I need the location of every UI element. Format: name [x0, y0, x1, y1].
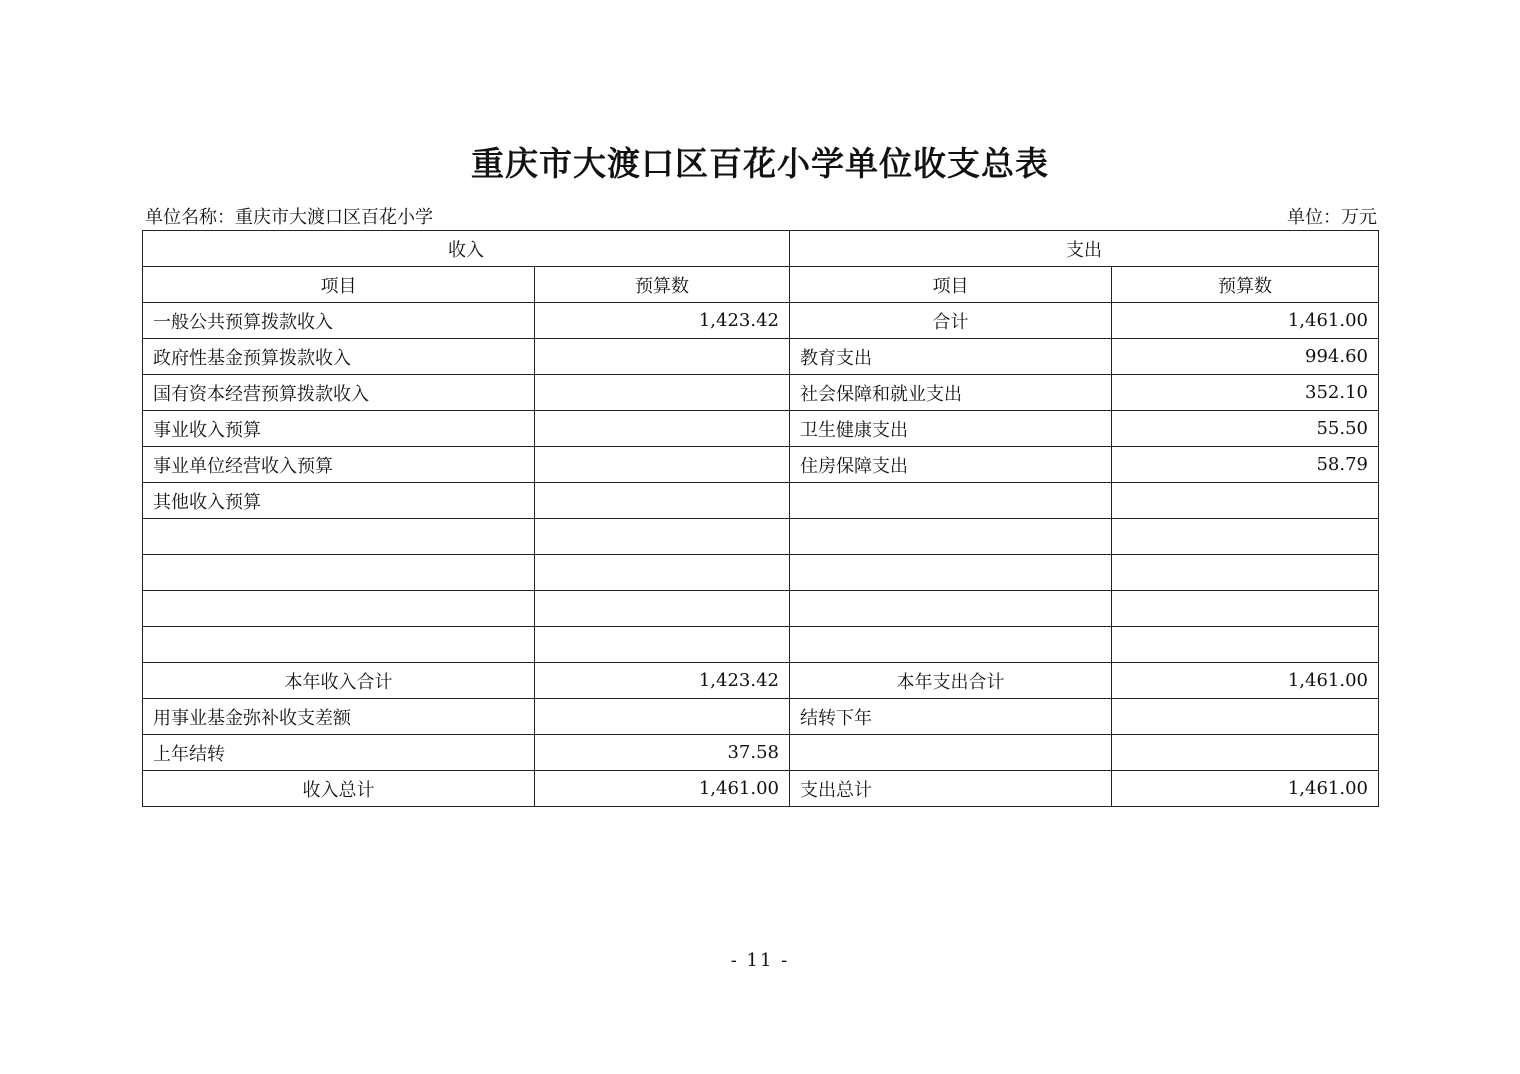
expense-item-cell: 卫生健康支出: [790, 411, 1112, 447]
page-number: - 11 -: [730, 950, 790, 971]
expense-item-cell: [790, 627, 1112, 663]
expense-item-cell: [790, 483, 1112, 519]
expense-value-cell: 58.79: [1112, 447, 1379, 483]
table-row: [143, 483, 1379, 519]
income-item-cell: 其他收入预算: [143, 483, 535, 519]
expense-item-cell: 合计: [790, 303, 1112, 339]
expense-item-cell: 社会保障和就业支出: [790, 375, 1112, 411]
expense-item-header: 项目: [790, 267, 1112, 303]
expense-value-cell: [1112, 627, 1379, 663]
income-item-cell: 一般公共预算拨款收入: [143, 303, 535, 339]
expense-value-cell: 55.50: [1112, 411, 1379, 447]
income-item-header: 项目: [143, 267, 535, 303]
table-row: [143, 375, 1379, 411]
income-item-cell: 用事业基金弥补收支差额: [143, 699, 535, 735]
income-item-cell: 事业单位经营收入预算: [143, 447, 535, 483]
income-value-cell: 1,423.42: [535, 303, 790, 339]
income-item-cell: [143, 627, 535, 663]
table-row: [143, 735, 1379, 771]
expense-item-cell: 住房保障支出: [790, 447, 1112, 483]
expense-value-cell: 1,461.00: [1112, 663, 1379, 699]
expense-value-cell: [1112, 519, 1379, 555]
expense-value-cell: 352.10: [1112, 375, 1379, 411]
expense-value-cell: 1,461.00: [1112, 303, 1379, 339]
income-value-cell: [535, 627, 790, 663]
table-row: [143, 699, 1379, 735]
expense-item-cell: [790, 519, 1112, 555]
income-value-cell: 1,461.00: [535, 771, 790, 807]
income-value-cell: [535, 411, 790, 447]
expense-value-cell: [1112, 483, 1379, 519]
expense-section-header: 支出: [790, 231, 1379, 267]
income-value-cell: [535, 375, 790, 411]
income-budget-header: 预算数: [535, 267, 790, 303]
expense-value-cell: [1112, 555, 1379, 591]
income-value-cell: [535, 339, 790, 375]
income-item-cell: [143, 519, 535, 555]
expense-budget-header: 预算数: [1112, 267, 1379, 303]
grand-total-row: [143, 771, 1379, 807]
income-item-cell: 事业收入预算: [143, 411, 535, 447]
income-item-cell: 上年结转: [143, 735, 535, 771]
income-item-cell: 政府性基金预算拨款收入: [143, 339, 535, 375]
expense-value-cell: [1112, 735, 1379, 771]
expense-item-cell: [790, 735, 1112, 771]
expense-item-cell: 本年支出合计: [790, 663, 1112, 699]
income-item-cell: [143, 555, 535, 591]
income-value-cell: [535, 447, 790, 483]
income-value-cell: [535, 555, 790, 591]
expense-item-cell: [790, 591, 1112, 627]
expense-value-cell: 994.60: [1112, 339, 1379, 375]
unit-label: 单位：万元: [1287, 207, 1377, 228]
income-expense-table: [142, 230, 1379, 807]
income-item-cell: [143, 591, 535, 627]
page-title: 重庆市大渡口区百花小学单位收支总表: [471, 144, 1049, 183]
income-value-cell: [535, 519, 790, 555]
expense-item-cell: [790, 555, 1112, 591]
expense-item-cell: 结转下年: [790, 699, 1112, 735]
income-item-cell: 国有资本经营预算拨款收入: [143, 375, 535, 411]
income-item-cell: 收入总计: [143, 771, 535, 807]
income-value-cell: [535, 483, 790, 519]
table-row: [143, 339, 1379, 375]
income-value-cell: [535, 699, 790, 735]
expense-item-cell: 支出总计: [790, 771, 1112, 807]
table-row: [143, 555, 1379, 591]
expense-value-cell: 1,461.00: [1112, 771, 1379, 807]
table-row: [143, 411, 1379, 447]
income-value-cell: [535, 591, 790, 627]
table-row: [143, 519, 1379, 555]
income-value-cell: 37.58: [535, 735, 790, 771]
unit-name-label: 单位名称：重庆市大渡口区百花小学: [145, 207, 433, 228]
column-header-row: [143, 267, 1379, 303]
expense-value-cell: [1112, 591, 1379, 627]
expense-value-cell: [1112, 699, 1379, 735]
annual-total-row: [143, 663, 1379, 699]
expense-item-cell: 教育支出: [790, 339, 1112, 375]
income-section-header: 收入: [143, 231, 790, 267]
income-item-cell: 本年收入合计: [143, 663, 535, 699]
table-row: [143, 447, 1379, 483]
table-row: [143, 591, 1379, 627]
section-header-row: [143, 231, 1379, 267]
table-row: [143, 627, 1379, 663]
table-row: [143, 303, 1379, 339]
income-value-cell: 1,423.42: [535, 663, 790, 699]
